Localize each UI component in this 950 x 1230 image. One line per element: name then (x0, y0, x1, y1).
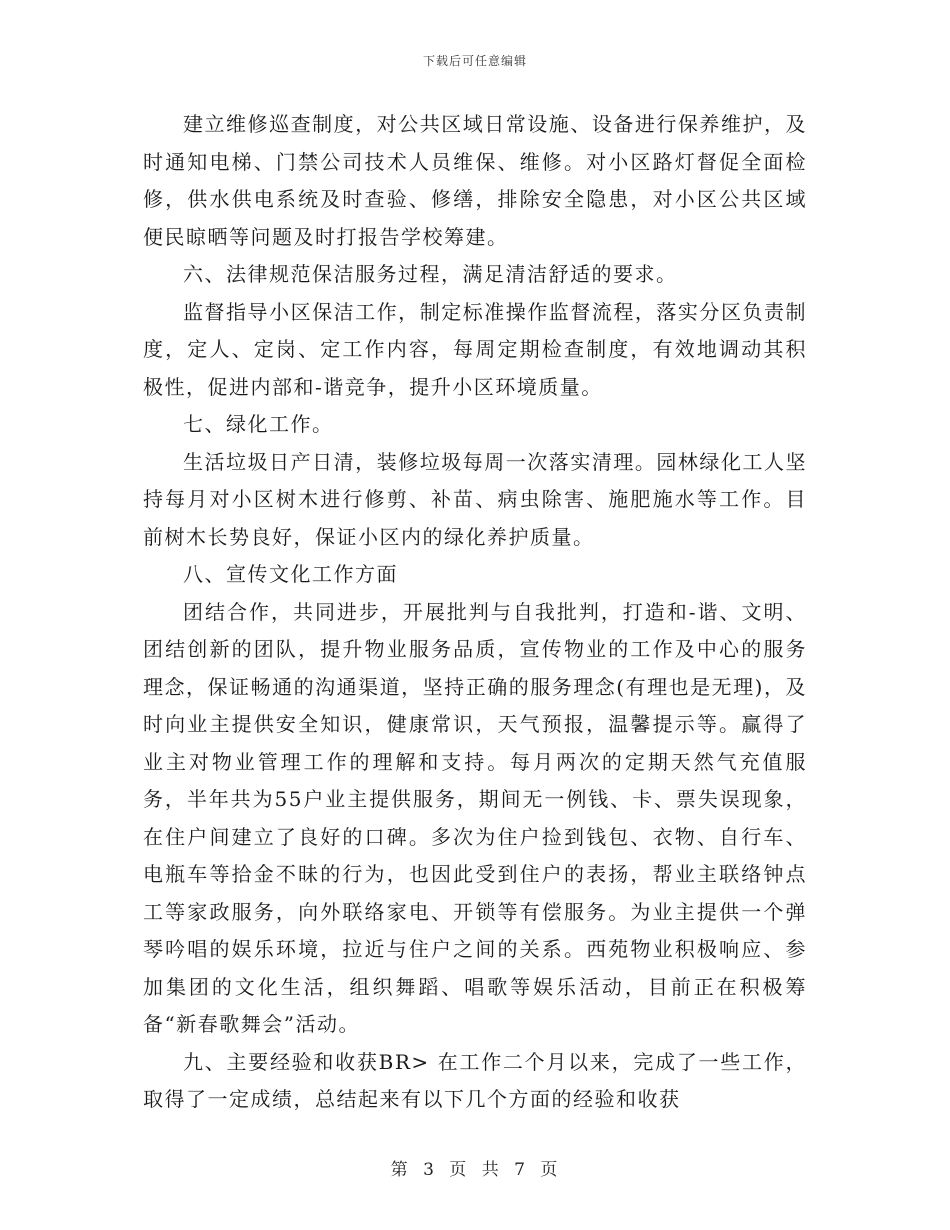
document-body (143, 106, 807, 1119)
page-header: 下载后可任意编辑 (422, 54, 527, 68)
heading-publicity: 八、宣传文化工作方面 (183, 562, 398, 586)
paragraph-experience: 九、主要经验和收获BR> 在工作二个月以来，完成了一些工作，取得了一定成绩，总结起来有以下几个方面的经验和收获 (143, 1049, 807, 1111)
heading-greening: 七、绿化工作。 (183, 412, 334, 436)
page-number: 第 3 页 共 7 页 (390, 1160, 560, 1180)
heading-cleaning: 六、法律规范保洁服务过程，满足清洁舒适的要求。 (183, 262, 678, 286)
paragraph-publicity: 团结合作，共同进步，开展批判与自我批判，打造和-谐、文明、团结创新的团队，提升物业服务品质，宣传物业的工作及中心的服务理念，保证畅通的沟通渠道，坚持正确的服务理念(有理也是无理)，及时向业主提供安全知识，健康常识，天气预报，温馨提示等。赢得了业主对物业管理工作的理解和支持。每月两次的定期天然气充值服务，半年共为55户业主提供服务，期间无一例钱、卡、票失误现象，在住户间建立了良好的口碑。多次为住户捡到钱包、衣物、自行车、电瓶车等拾金不昧的行为，也因此受到住户的表扬，帮业主联络钟点工等家政服务，向外联络家电、开锁等有偿服务。为业主提供一个弹琴吟唱的娱乐环境，拉近与住户之间的关系。西苑物业积极响应、参加集团的文化生活，组织舞蹈、唱歌等娱乐活动，目前正在积极筹备“新春歌舞会”活动。 (143, 599, 807, 1036)
paragraph-maintenance: 建立维修巡查制度，对公共区域日常设施、设备进行保养维护，及时通知电梯、门禁公司技术人员维保、维修。对小区路灯督促全面检修，供水供电系统及时查验、修缮，排除安全隐患，对小区公共区域便民晾晒等问题及时打报告学校筹建。 (143, 112, 807, 249)
paragraph-cleaning: 监督指导小区保洁工作，制定标准操作监督流程，落实分区负责制度，定人、定岗、定工作内容，每周定期检查制度，有效地调动其积极性，促进内部和-谐竞争，提升小区环境质量。 (143, 299, 807, 399)
paragraph-greening: 生活垃圾日产日清，装修垃圾每周一次落实清理。园林绿化工人坚持每月对小区树木进行修剪、补苗、病虫除害、施肥施水等工作。目前树木长势良好，保证小区内的绿化养护质量。 (143, 449, 807, 549)
